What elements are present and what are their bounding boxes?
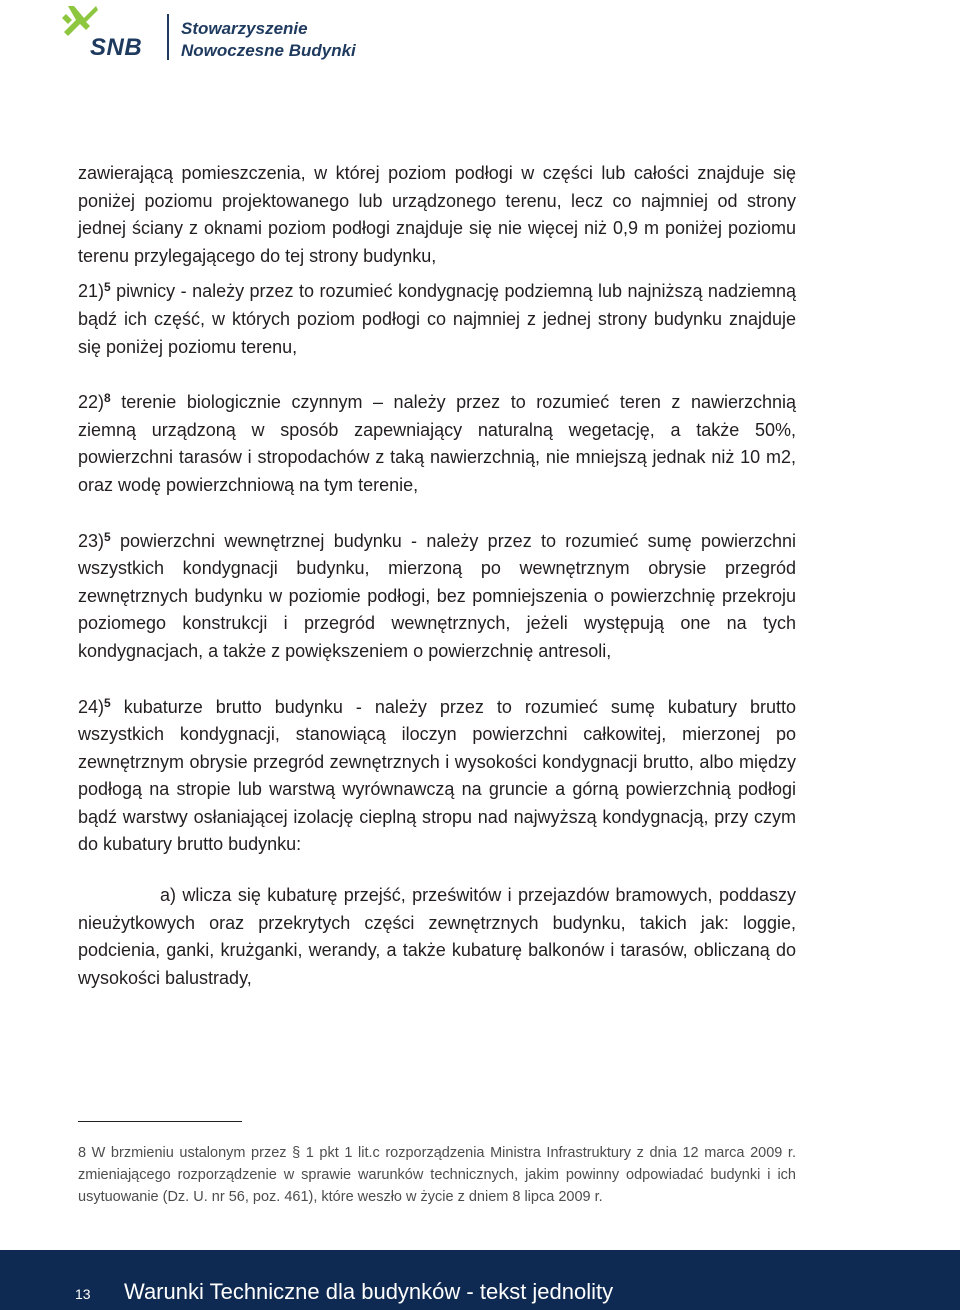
item-number: 24) <box>78 696 105 717</box>
item-number: 23) <box>78 530 105 551</box>
footer-title: Warunki Techniczne dla budynków - tekst jednolity <box>124 1279 614 1304</box>
definition-text: terenie biologicznie czynnym – należy przez to rozumieć teren z nawierzchnią ziemną urządzoną w sposób zapewniający naturalną wegetację, a także 50%, powierzchni tarasów i stropodachów z taką nawierzchnią, nie mniejszą jednak niż 10 m2, oraz wodę powierzchniową na tym terenie, <box>78 392 796 495</box>
logo-divider <box>167 14 169 60</box>
page-number: 13 <box>75 1286 91 1302</box>
footnote-8: 8 W brzmieniu ustalonym przez § 1 pkt 1 lit.c rozporządzenia Ministra Infrastruktury z dnia 12 marca 2009 r. zmieniającego rozporządzenie w sprawie warunków technicznych, jakim powinny odpowiadać budynki i ich usytuowanie (Dz. U. nr 56, poz. 461), które weszło w życie z dniem 8 lipca 2009 r. <box>78 1145 796 1205</box>
definition-text: powierzchni wewnętrznej budynku - należy przez to rozumieć sumę powierzchni wszystkich kondygnacji budynku, mierzoną po wewnętrznym obrysie przegród zewnętrznych budynku w poziomie podłogi, bez pomniejszenia o powierzchnię przekroju poziomego konstrukcji i przegród wewnętrznych, jeżeli występują one na tych kondygnacjach, a także z powiększeniem o powierzchnię antresoli, <box>78 530 796 661</box>
sub-item-a: a) wlicza się kubaturę przejść, prześwitów i przejazdów bramowych, poddaszy nieużytkowych oraz przekrytych części zewnętrznych budynku, takich jak: loggie, podcienia, ganki, krużganki, werandy, a także kubaturę balkonów i tarasów, obliczaną do wysokości balustrady, <box>78 885 796 988</box>
org-name-line2: Nowoczesne Budynki <box>181 41 356 60</box>
definition-22 <box>78 389 796 499</box>
footnote-ref: 8 <box>104 391 111 406</box>
footnote-divider <box>78 1121 242 1122</box>
definition-24 <box>78 694 796 860</box>
item-number: 22) <box>78 392 105 413</box>
definition-21 <box>78 278 796 361</box>
logo-snb-text: SNB <box>90 34 143 61</box>
paragraph-continuation: zawierającą pomieszczenia, w której poziom podłogi w części lub całości znajduje się poniżej poziomu projektowanego lub urządzonego terenu, lecz co najmniej od strony jednej ściany z oknami poziom podłogi znajduje się nie więcej niż 0,9 m poniżej poziomu terenu przylegającego do tej strony budynku, <box>78 163 796 266</box>
item-number: 21) <box>78 281 105 302</box>
header-logo <box>60 4 460 66</box>
document-body <box>78 160 796 992</box>
definition-23 <box>78 528 796 666</box>
footnote-ref: 5 <box>104 695 111 710</box>
org-name-line1: Stowarzyszenie <box>181 19 308 38</box>
footnote-ref: 5 <box>104 280 111 295</box>
definition-text: kubaturze brutto budynku - należy przez to rozumieć sumę kubatury brutto wszystkich kondygnacji, stanowiącą iloczyn powierzchni całkowitej, mierzonej po zewnętrznym obrysie przegród zewnętrznych i wysokości kondygnacji brutto, albo między podłogą na stropie lub warstwą wyrównawczą na gruncie a górną powierzchnią podłogi bądź warstwy osłaniającej izolację cieplną stropu nad najwyższą kondygnacją, przy czym do kubatury brutto budynku: <box>78 696 796 855</box>
footnote-ref: 5 <box>104 529 111 544</box>
definition-text: piwnicy - należy przez to rozumieć kondygnację podziemną lub najniższą nadziemną bądź ich część, w których poziom podłogi co najmniej z jednej strony budynku znajduje się poniżej poziomu terenu, <box>78 281 796 357</box>
